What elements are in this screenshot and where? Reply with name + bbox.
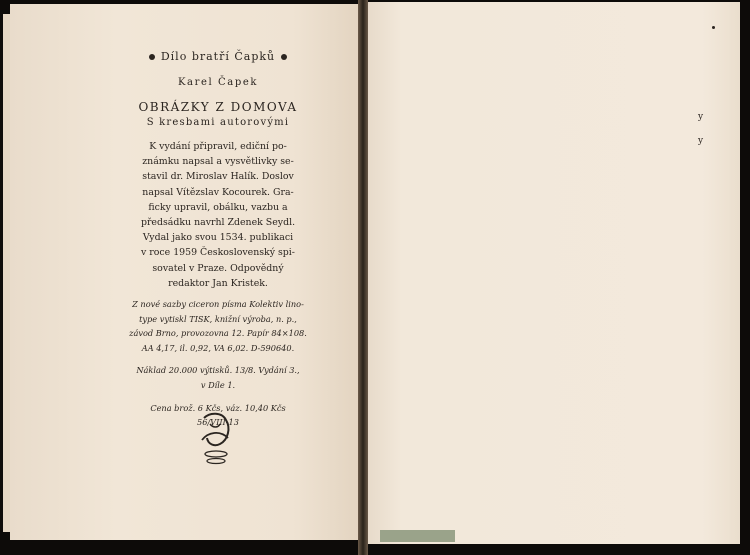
text-line: sovatel v Praze. Odpovědný [152, 262, 284, 274]
text-line: redaktor Jan Kristek. [168, 277, 268, 289]
text-line: Vydal jako svou 1534. publikaci [142, 232, 294, 244]
text-line: Náklad 20.000 výtisků. 13/8. Vydání 3., [136, 365, 300, 376]
text-line: Z nové sazby ciceron písma Kolektiv lino- [132, 299, 304, 310]
right-page [364, 2, 740, 544]
text-line: napsal Vítězslav Kocourek. Gra- [142, 186, 294, 198]
text-line: známku napsal a vysvětlivky se- [142, 156, 294, 168]
binding-strip [380, 530, 455, 542]
margin-mark: y [698, 136, 704, 146]
text-line: ficky upravil, obálku, vazbu a [148, 201, 288, 213]
bullet-icon [281, 54, 287, 60]
ink-speck [712, 26, 715, 29]
text-line: závod Brno, provozovna 12. Papír 84×108. [129, 328, 307, 339]
text-line: Cena brož. 6 Kčs, váz. 10,40 Kčs [150, 402, 286, 413]
book-title: OBRÁZKY Z DOMOVA [138, 100, 298, 114]
text-line: stavil dr. Miroslav Halík. Doslov [142, 171, 294, 183]
series-title: Dílo bratří Čapků [160, 50, 276, 63]
book-subtitle: S kresbami autorovými [146, 117, 290, 128]
text-line: K vydání připravil, ediční po- [149, 141, 287, 152]
edition-info [118, 363, 318, 392]
editorial-note [118, 139, 318, 291]
author-name: Karel Čapek [177, 77, 259, 88]
series-line [118, 50, 318, 63]
text-line: 56/VIII-13 [197, 417, 239, 428]
text-line: type vytiskl TISK, knižní výroba, n. p., [139, 313, 297, 324]
margin-mark: y [698, 112, 704, 122]
text-line: v Díle 1. [200, 380, 236, 390]
bullet-icon [149, 54, 155, 60]
text-line: předsádku navrhl Zdenek Seydl. [140, 217, 296, 229]
colophon [118, 50, 318, 438]
print-info [118, 297, 318, 355]
publisher-logo-icon [198, 410, 234, 470]
book-gutter [358, 0, 368, 555]
text-line: v roce 1959 Československý spi- [141, 247, 295, 259]
text-line: AA 4,17, il. 0,92, VA 6,02. D-590640. [141, 342, 295, 353]
